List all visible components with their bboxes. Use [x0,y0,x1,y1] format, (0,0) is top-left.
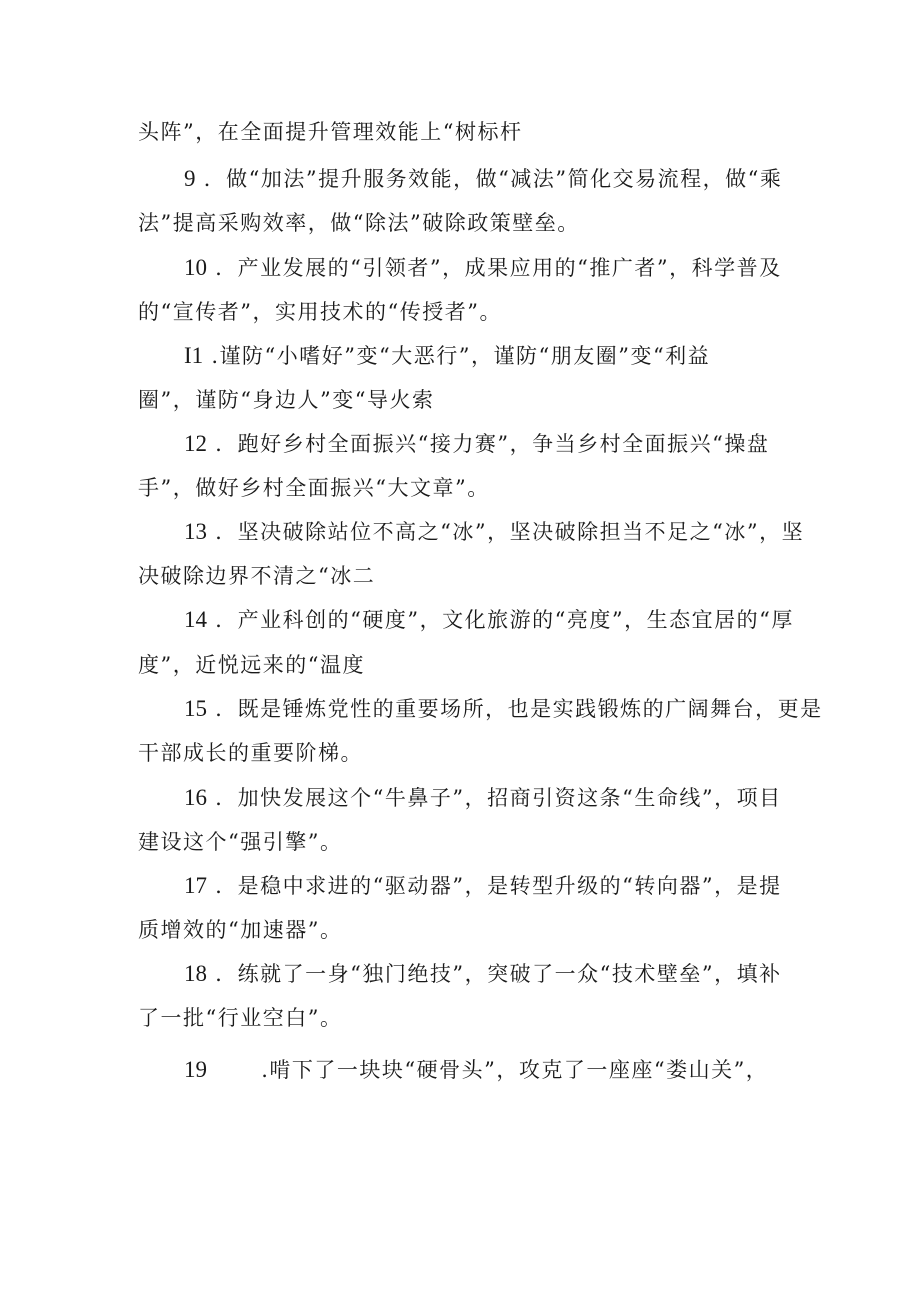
text-line [138,1004,342,1032]
item-number: 10 [184,255,207,280]
line-text: ．加快发展这个“牛鼻子”，招商引资这条“生命线”，项目 [215,786,782,810]
item-number: 9 [184,166,196,191]
text-line [138,209,580,237]
list-item-12 [184,430,769,458]
item-number: 19 [184,1057,207,1082]
text-line [138,651,365,679]
line-text: 的“宣传者”，实用技术的“传授者”。 [138,300,502,324]
list-item-10 [184,254,782,282]
line-text: 建设这个“强引擎”。 [138,830,343,854]
text-line [138,298,502,326]
line-text: ．产业科创的“硬度”，文化旅游的“亮度”，生态宜居的“厚 [215,608,794,632]
line-text: ．坚决破除站位不高之“冰”，坚决破除担当不足之“冰”，坚 [215,520,805,544]
line-text: 了一批“行业空白”。 [138,1006,343,1030]
item-number: 15 [184,696,207,721]
line-text: 头阵”，在全面提升管理效能上“树标杆 [138,120,523,144]
line-text: ．产业发展的“引领者”，成果应用的“推广者”，科学普及 [215,256,782,280]
item-number: 18 [184,961,207,986]
line-text: ．做“加法”提升服务效能，做“减法”简化交易流程，做“乘 [203,167,783,191]
line-text: 干部成长的重要阶梯。 [138,741,363,765]
text-line [138,739,363,767]
item-number: 12 [184,431,207,456]
text-line [138,916,342,944]
line-text: .谨防“小嗜好”变“大恶行”，谨防“朋友圈”变“利益 [211,344,711,368]
list-item-15 [184,695,823,723]
list-item-17 [184,872,782,900]
text-line [138,386,434,414]
list-item-9 [184,165,782,193]
line-text: ．是稳中求进的“驱动器”，是转型升级的“转向器”，是提 [215,874,782,898]
line-text: 手”，做好乡村全面振兴“大文章”。 [138,476,490,500]
list-item-13 [184,518,804,546]
list-item-16 [184,784,782,812]
line-text: ．跑好乡村全面振兴“接力赛”，争当乡村全面振兴“操盘 [215,432,770,456]
list-item-14 [184,606,794,634]
line-text: .啃下了一块块“硬骨头”，攻克了一座座“娄山关”， [261,1058,769,1082]
item-number: 13 [184,519,207,544]
item-number: 16 [184,785,207,810]
list-item-18 [184,960,782,988]
line-text: ．既是锤炼党性的重要场所，也是实践锻炼的广阔舞台，更是 [215,697,823,721]
line-text: 法”提高采购效率，做“除法”破除政策壁垒。 [138,211,580,235]
text-line [138,474,490,502]
line-text: ．练就了一身“独门绝技”，突破了一众“技术壁垒”，填补 [215,962,782,986]
list-item-19 [184,1056,768,1084]
line-text: 决破除边界不清之“冰二 [138,564,376,588]
text-line [138,118,522,146]
text-line [138,828,342,856]
line-text: 圈”，谨防“身边人”变“导火索 [138,388,435,412]
item-number: 14 [184,607,207,632]
line-text: 质增效的“加速器”。 [138,918,343,942]
item-number: 17 [184,873,207,898]
item-number: I1 [184,343,204,368]
line-text: 度”，近悦远来的“温度 [138,653,365,677]
text-line [138,562,375,590]
list-item-11 [184,342,710,370]
